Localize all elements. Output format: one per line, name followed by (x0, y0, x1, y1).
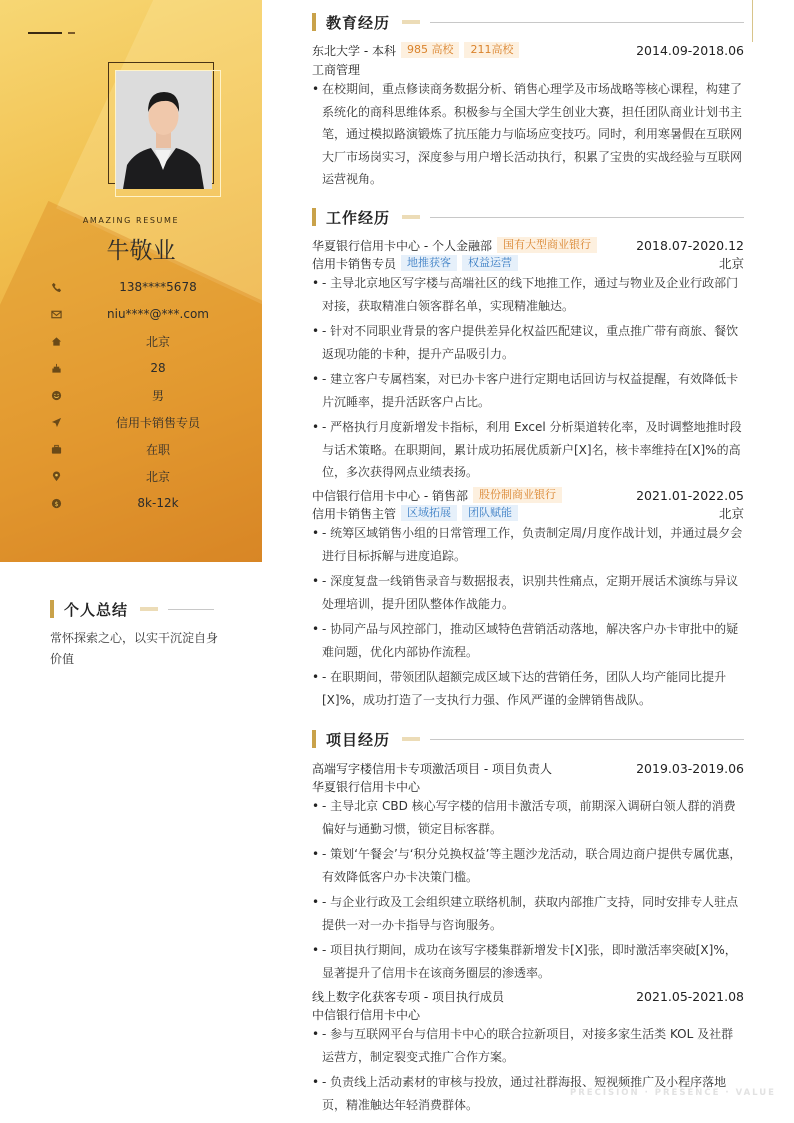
section-marker (312, 730, 316, 748)
job-company-row (312, 486, 744, 504)
smile-icon (48, 387, 64, 403)
section-marker (50, 600, 54, 618)
section-marker (312, 208, 316, 226)
role-tag: 团队赋能 (462, 505, 518, 521)
candidate-name: 牛敬业 (106, 238, 176, 264)
job-bullet: • - 建立客户专属档案，对已办卡客户进行定期电话回访与权益提醒，有效降低卡片沉睡率，提升活跃客户占比。 (312, 372, 739, 409)
project-org: 华夏银行信用卡中心 (312, 779, 421, 794)
info-age (48, 358, 262, 378)
company-tag: 股份制商业银行 (473, 487, 562, 503)
project-row (312, 759, 744, 777)
photo-frame (115, 70, 221, 197)
job-bullet: • - 主导北京地区写字楼与高端社区的线下地推工作，通过与物业及企业行政部门对接，获取精准白领客群名单，实现精准触达。 (312, 276, 739, 313)
project-bullet: • - 与企业行政及工会组织建立联络机制，获取内部推广支持，同时安排专人驻点提供一对一办卡指导与咨询服务。 (312, 895, 739, 932)
info-hometown (48, 331, 262, 351)
education-date: 2014.09-2018.06 (636, 42, 744, 58)
status-value: 在职 (145, 442, 170, 457)
major: 工商管理 (312, 62, 361, 77)
education-bullet: • 在校期间，重点修读商务数据分析、销售心理学及市场战略等核心课程，构建了系统化的商科思维体系。积极参与全国大学生创业大赛，担任团队商业计划书主笔，通过模拟路演锻炼了抗压能力与临场应变技巧。同时，利用寒暑假在互联网大厂市场岗实习，深度参与用户增长活动执行，积累了宝贵的实战经验与互联网运营视角。 (312, 82, 743, 186)
footer-watermark: PRECISION · PRESENCE · VALUE (570, 1088, 776, 1098)
project-org-row (312, 1005, 744, 1023)
job-city: 北京 (718, 256, 744, 271)
job-company-row (312, 236, 744, 254)
projects-heading (312, 730, 744, 748)
gender-value: 男 (151, 388, 164, 403)
role-tag: 地推获客 (401, 255, 457, 271)
decor-dash (68, 32, 75, 34)
location-pin-icon (48, 468, 64, 484)
job-bullet: • - 在职期间，带领团队超额完成区域下达的营销任务，团队人均产能同比提升[X]%，成功打造了一支执行力强、作风严谨的金牌销售战队。 (312, 670, 727, 707)
age-value: 28 (150, 361, 166, 375)
education-school-row (312, 41, 744, 59)
project-name: 高端写字楼信用卡专项激活项目 - 项目负责人 (312, 761, 552, 776)
education-title: 教育经历 (326, 13, 391, 32)
work-heading (312, 208, 744, 226)
projects-title: 项目经历 (326, 730, 391, 749)
cake-icon (48, 360, 64, 376)
phone-value: 138****5678 (119, 280, 197, 294)
project-bullet: • - 参与互联网平台与信用卡中心的联合拉新项目，对接多家生活类 KOL 及社群运营方，制定裂变式推广合作方案。 (312, 1027, 734, 1064)
project-date: 2021.05-2021.08 (636, 988, 744, 1004)
role-tag: 区域拓展 (401, 505, 457, 521)
project-org-row (312, 777, 744, 795)
project-date: 2019.03-2019.06 (636, 760, 744, 776)
section-dash (402, 20, 420, 24)
project-bullet: • - 负责线上活动素材的审核与投放，通过社群海报、短视频推广及小程序落地页，精准触达年轻消费群体。 (312, 1075, 727, 1112)
job-date: 2021.01-2022.05 (636, 487, 744, 503)
section-line (430, 217, 744, 218)
hometown-value: 北京 (145, 334, 170, 349)
job-role: 信用卡销售专员 (312, 256, 397, 271)
school-tag: 985 高校 (401, 42, 460, 58)
phone-icon (48, 279, 64, 295)
role-tag: 权益运营 (462, 255, 518, 271)
job-bullet: • - 深度复盘一线销售录音与数据报表，识别共性痛点，定期开展话术演练与异议处理培训，提升团队整体作战能力。 (312, 574, 739, 611)
job-role-row (312, 504, 744, 522)
project-bullet: • - 项目执行期间，成功在该写字楼集群新增发卡[X]张，即时激活率突破[X]%，显著提升了信用卡在该商务圈层的渗透率。 (312, 943, 737, 980)
company-name: 中信银行信用卡中心 - 销售部 (312, 488, 468, 503)
info-gender (48, 385, 262, 405)
section-dash (402, 737, 420, 741)
school-tag: 211高校 (464, 42, 519, 58)
section-line (430, 739, 744, 740)
project-bullet: • - 策划‘午餐会’与‘积分兑换权益’等主题沙龙活动，联合周边商户提供专属优惠，有效降低客户办卡决策门槛。 (312, 847, 742, 884)
company-tag: 国有大型商业银行 (497, 237, 597, 253)
section-line (430, 22, 744, 23)
location-value: 北京 (145, 469, 170, 484)
mail-icon (48, 306, 64, 322)
home-icon (48, 333, 64, 349)
job-role: 信用卡销售主管 (312, 506, 397, 521)
project-bullet: • - 主导北京 CBD 核心写字楼的信用卡激活专项，前期深入调研白领人群的消费偏好与通勤习惯，锁定目标客群。 (312, 799, 736, 836)
info-salary (48, 493, 262, 513)
info-email (48, 304, 262, 324)
education-heading (312, 13, 744, 31)
project-row (312, 987, 744, 1005)
job-date: 2018.07-2020.12 (636, 237, 744, 253)
svg-text:$: $ (53, 499, 59, 508)
email-value: niu****@***.com (107, 307, 209, 321)
section-dash (140, 607, 158, 611)
job-bullet: • - 统筹区域销售小组的日常管理工作，负责制定周/月度作战计划，并通过晨夕会进行目标拆解与进度追踪。 (312, 526, 743, 563)
summary-heading (50, 600, 214, 618)
send-icon (48, 414, 64, 430)
project-name: 线上数字化获客专项 - 项目执行成员 (312, 989, 504, 1004)
project-org: 中信银行信用卡中心 (312, 1007, 421, 1022)
section-dash (402, 215, 420, 219)
money-icon (48, 495, 64, 511)
resume-subtitle: AMAZING RESUME (82, 216, 180, 225)
info-location (48, 466, 262, 486)
salary-value: 8k-12k (137, 496, 179, 510)
summary-title: 个人总结 (64, 600, 129, 619)
job-bullet: • - 协同产品与风控部门，推动区域特色营销活动落地，解决客户办卡审批中的疑难问题，优化内部协作流程。 (312, 622, 739, 659)
work-title: 工作经历 (326, 208, 391, 227)
info-status (48, 439, 262, 459)
school-name: 东北大学 - 本科 (312, 43, 396, 58)
info-phone (48, 277, 262, 297)
job-bullet: • - 针对不同职业背景的客户提供差异化权益匹配建议，重点推广带有商旅、餐饮返现功能的卡种，提升产品吸引力。 (312, 324, 739, 361)
summary-text: 常怀探索之心，以实干沉淀自身价值 (50, 631, 219, 666)
info-position (48, 412, 262, 432)
section-marker (312, 13, 316, 31)
job-role-row (312, 254, 744, 272)
job-city: 北京 (718, 506, 744, 521)
job-bullet: • - 严格执行月度新增发卡指标，利用 Excel 分析渠道转化率，及时调整地推时段与话术策略。在职期间，累计成功拓展优质新户[X]名，核卡率维持在[X]%的高位，多次获得网点业绩表扬。 (312, 420, 742, 479)
education-major-row (312, 60, 744, 78)
section-line (168, 609, 214, 610)
decor-bar (28, 32, 62, 34)
company-name: 华夏银行信用卡中心 - 个人金融部 (312, 238, 492, 253)
briefcase-icon (48, 441, 64, 457)
position-value: 信用卡销售专员 (115, 415, 200, 430)
